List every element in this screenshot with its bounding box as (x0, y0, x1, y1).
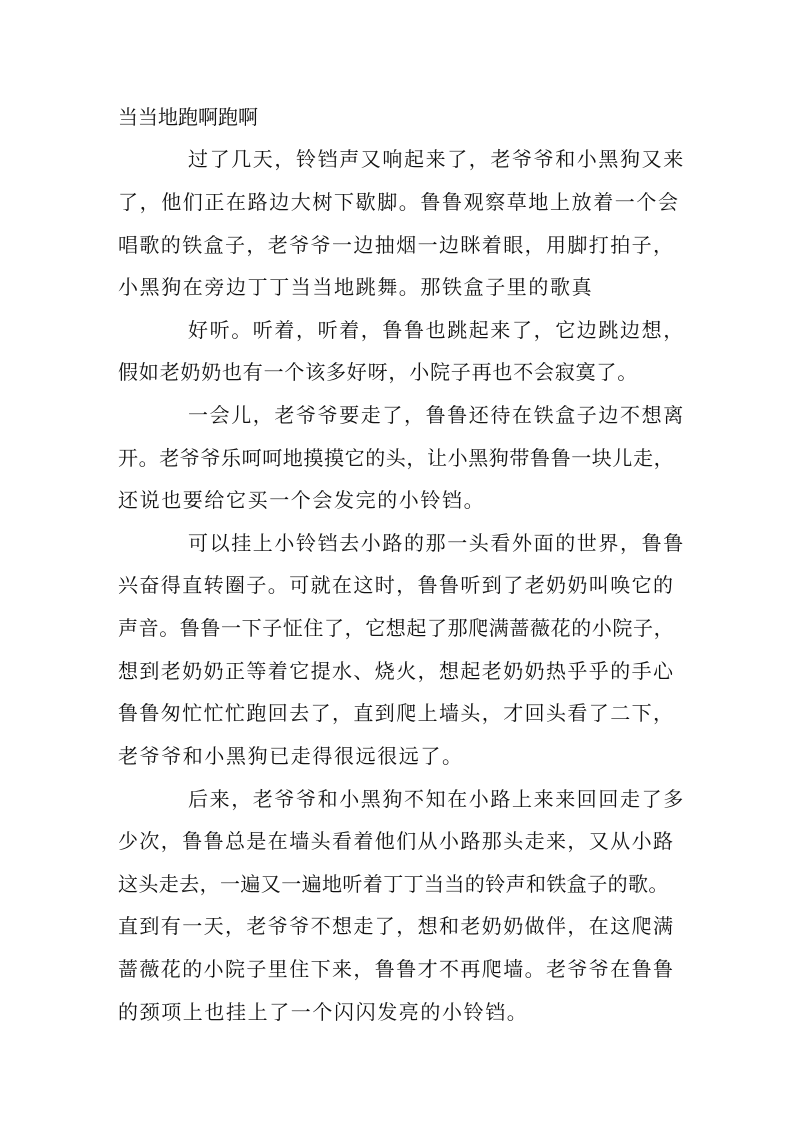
text-line: 唱歌的铁盒子，老爷爷一边抽烟一边眯着眼，用脚打拍子， (118, 233, 675, 257)
text-line: 小黑狗在旁边丁丁当当地跳舞。那铁盒子里的歌真 (118, 275, 594, 299)
text-line: 的颈项上也挂上了一个闪闪发亮的小铃铛。 (118, 1000, 529, 1024)
text-line: 蔷薇花的小院子里住下来，鲁鲁才不再爬墙。老爷爷在鲁鲁 (118, 957, 675, 981)
text-line: 了，他们正在路边大树下歇脚。鲁鲁观察草地上放着一个会 (118, 190, 680, 214)
text-line: 兴奋得直转圈子。可就在这时，鲁鲁听到了老奶奶叫唤它的 (118, 573, 675, 597)
text-line: 声音。鲁鲁一下子怔住了，它想起了那爬满蔷薇花的小院子， (118, 616, 675, 640)
text-line: 好听。听着，听着，鲁鲁也跳起来了，它边跳边想， (188, 318, 685, 342)
text-line: 一会儿，老爷爷要走了，鲁鲁还待在铁盒子边不想离 (188, 403, 685, 427)
text-line: 这头走去，一遍又一遍地听着丁丁当当的铃声和铁盒子的歌。 (118, 872, 669, 896)
text-line: 过了几天，铃铛声又响起来了，老爷爷和小黑狗又来 (188, 147, 685, 171)
text-line: 鲁鲁匆忙忙忙跑回去了，直到爬上墙头，才回头看了二下， (118, 701, 675, 725)
text-line: 开。老爷爷乐呵呵地摸摸它的头，让小黑狗带鲁鲁一块儿走， (118, 446, 675, 470)
text-line: 假如老奶奶也有一个该多好呀，小院子再也不会寂寞了。 (118, 360, 638, 384)
text-line: 老爷爷和小黑狗已走得很远很远了。 (118, 744, 464, 768)
text-line: 少次，鲁鲁总是在墙头看着他们从小路那头走来，又从小路 (118, 829, 675, 853)
text-line: 当当地跑啊跑啊 (118, 105, 258, 129)
text-line: 想到老奶奶正等着它提水、烧火，想起老奶奶热乎乎的手心 (118, 659, 675, 683)
text-line: 直到有一天，老爷爷不想走了，想和老奶奶做伴，在这爬满 (118, 914, 675, 938)
text-line: 后来，老爷爷和小黑狗不知在小路上来来回回走了多 (188, 787, 685, 811)
text-line: 可以挂上小铃铛去小路的那一头看外面的世界，鲁鲁 (188, 531, 685, 555)
text-line: 还说也要给它买一个会发完的小铃铛。 (118, 488, 486, 512)
